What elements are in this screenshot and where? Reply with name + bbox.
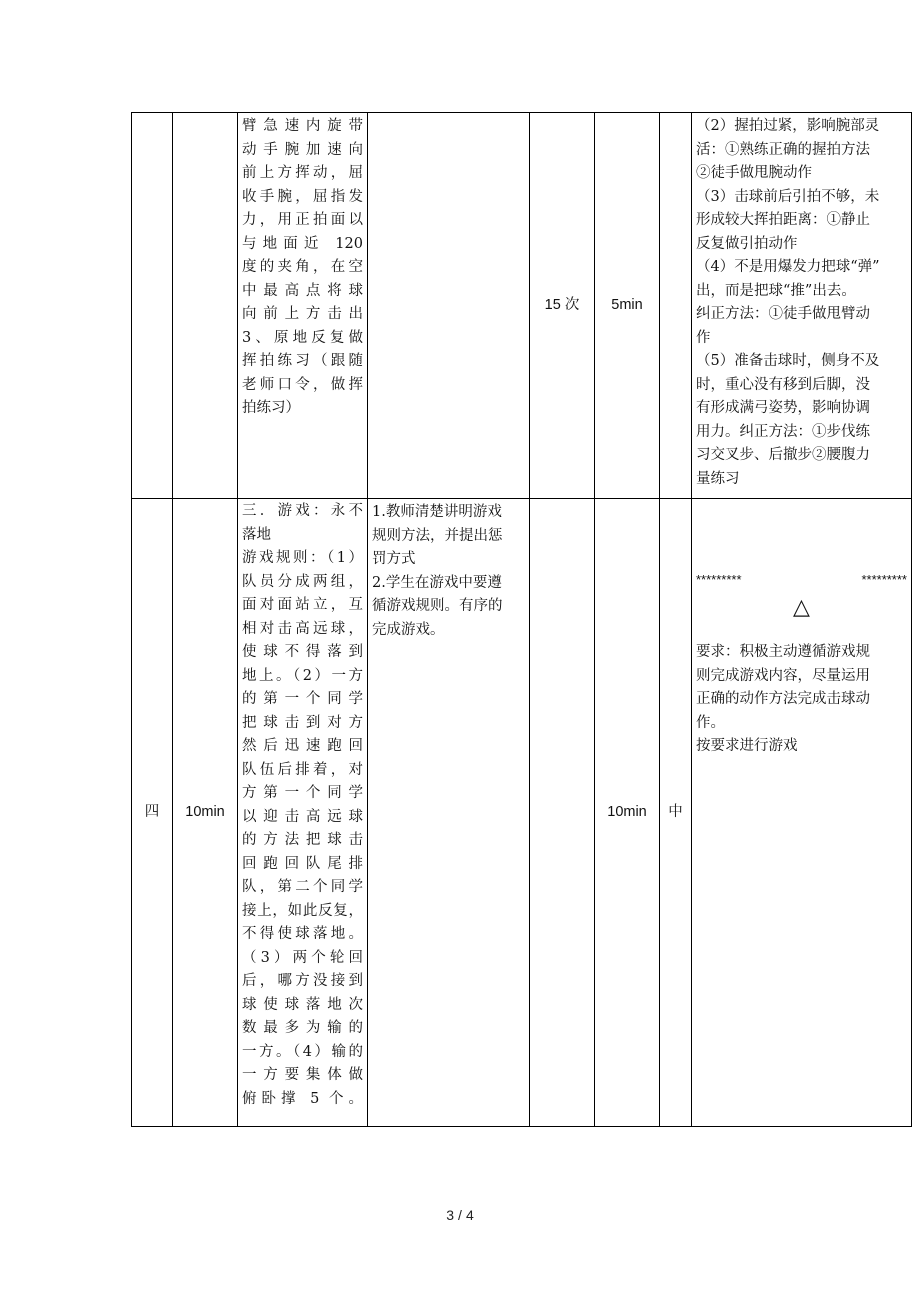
lesson-plan-table: [131, 112, 912, 1127]
text-line: 作: [696, 329, 711, 346]
text-line: 按要求进行游戏: [696, 738, 798, 754]
section-cell: [132, 113, 173, 499]
text-line: （2）握拍过紧，影响腕部灵: [696, 118, 880, 134]
text-line: 后，哪方没接到: [242, 973, 363, 989]
teacher-triangle-icon: △: [793, 595, 810, 620]
text-line: 方第一个同学: [242, 785, 363, 801]
text-line: 力，用正拍面以: [242, 212, 363, 228]
text-line: 度的夹角，在空: [242, 259, 363, 275]
text-line: 有形成满弓姿势，影响协调: [696, 400, 870, 416]
page-number: [0, 1207, 920, 1223]
text-line: 中最高点将球: [242, 282, 363, 299]
text-line: 面对面站立，互: [242, 597, 363, 613]
text-line: 完成游戏。: [372, 621, 445, 638]
text-line: 三．游戏：永不: [242, 503, 363, 519]
text-line: 老师口令，做挥: [242, 376, 363, 393]
table-row: [132, 499, 912, 1127]
text-line: 前上方挥动，屈: [242, 165, 363, 181]
section-cell: 四: [132, 499, 173, 1127]
text-line: 游戏规则：（1）: [242, 550, 363, 566]
text-line: 作。: [696, 714, 725, 731]
time-cell: 10min: [595, 499, 660, 1127]
text-line: 地上。（2）一方: [242, 667, 363, 684]
text-line: 纠正方法：①徒手做甩臂动: [696, 306, 870, 322]
text-line: 接上，如此反复，: [242, 902, 363, 919]
text-line: 正确的动作方法完成击球动: [696, 691, 870, 707]
text-line: 队员分成两组，: [242, 573, 363, 590]
text-line: 量练习: [696, 470, 740, 487]
text-line: 动手腕加速向: [242, 141, 363, 158]
text-line: 的第一个同学: [242, 691, 363, 707]
duration-cell: 10min: [173, 499, 238, 1127]
content-cell: [238, 113, 368, 499]
text-line: 球使球落地次: [242, 996, 363, 1013]
text-line: 队，第二个同学: [242, 879, 363, 895]
text-line: 一方要集体做: [242, 1067, 363, 1083]
text-line: 数最多为输的: [242, 1020, 363, 1036]
text-line: 出，而是把球“推”出去。: [696, 282, 856, 299]
text-line: 收手腕，屈指发: [242, 188, 363, 205]
text-line: 形成较大挥拍距离：①静止: [696, 212, 870, 228]
text-line: 使球不得落到: [242, 644, 363, 660]
text-line: 然后迅速跑回: [242, 738, 363, 754]
text-line: 回跑回队尾排: [242, 855, 363, 872]
text-line: 循游戏规则。有序的: [372, 598, 503, 614]
text-line: 与地面近 120: [242, 235, 363, 252]
text-line: 时，重心没有移到后脚，没: [696, 376, 870, 393]
text-line: 的方法把球击: [242, 832, 363, 848]
text-line: 反复做引拍动作: [696, 235, 798, 252]
text-line: 活：①熟练正确的握拍方法: [696, 141, 870, 158]
text-line: ②徒手做甩腕动作: [696, 165, 812, 181]
text-line: 相对击高远球，: [242, 620, 363, 637]
text-line: 规则方法，并提出惩: [372, 527, 503, 544]
text-line: 落地: [242, 526, 271, 543]
page-separator: /: [458, 1207, 462, 1223]
intensity-cell: 中: [660, 499, 692, 1127]
text-line: 用力。纠正方法：①步伐练: [696, 423, 870, 440]
method-cell: [368, 113, 530, 499]
text-line: （5）准备击球时，侧身不及: [696, 353, 880, 369]
duration-cell: [173, 113, 238, 499]
text-line: 队伍后排着，对: [242, 761, 363, 778]
content-cell: [238, 499, 368, 1127]
text-line: 罚方式: [372, 551, 416, 567]
text-line: 以迎击高远球: [242, 808, 363, 825]
text-line: 习交叉步、后撤步②腰腹力: [696, 447, 870, 463]
text-line: 要求：积极主动遵循游戏规: [696, 644, 870, 660]
text-line: 不得使球落地。: [242, 926, 363, 942]
current-page: 3: [446, 1207, 455, 1223]
text-line: 1.教师清楚讲明游戏: [372, 504, 502, 520]
team-left-marks: *********: [696, 572, 742, 587]
text-line: （3）两个轮回: [242, 949, 363, 966]
requirements-text: [696, 641, 907, 759]
text-line: 挥拍练习（跟随: [242, 353, 363, 369]
table-row: [132, 113, 912, 499]
notes-cell: [692, 113, 912, 499]
text-line: 一方。（4）输的: [242, 1043, 363, 1060]
count-cell: [530, 499, 595, 1127]
text-line: 把球击到对方: [242, 714, 363, 731]
method-cell: [368, 499, 530, 1127]
total-pages: 4: [465, 1207, 474, 1223]
intensity-cell: [660, 113, 692, 499]
time-cell: 5min: [595, 113, 660, 499]
count-cell: 15 次: [530, 113, 595, 499]
text-line: 3、原地反复做: [242, 329, 363, 346]
text-line: 则完成游戏内容，尽量运用: [696, 667, 870, 684]
text-line: 俯卧撑 5 个。: [242, 1090, 363, 1107]
text-line: 臂急速内旋带: [242, 118, 363, 134]
formation-diagram: [696, 571, 907, 589]
text-line: 拍练习）: [242, 400, 300, 416]
text-line: （3）击球前后引拍不够，未: [696, 188, 880, 205]
text-line: 2.学生在游戏中要遵: [372, 574, 502, 591]
text-line: 向前上方击出: [242, 306, 363, 322]
text-line: （4）不是用爆发力把球“弹”: [696, 259, 880, 275]
notes-cell: [692, 499, 912, 1127]
team-right-marks: *********: [861, 572, 907, 587]
